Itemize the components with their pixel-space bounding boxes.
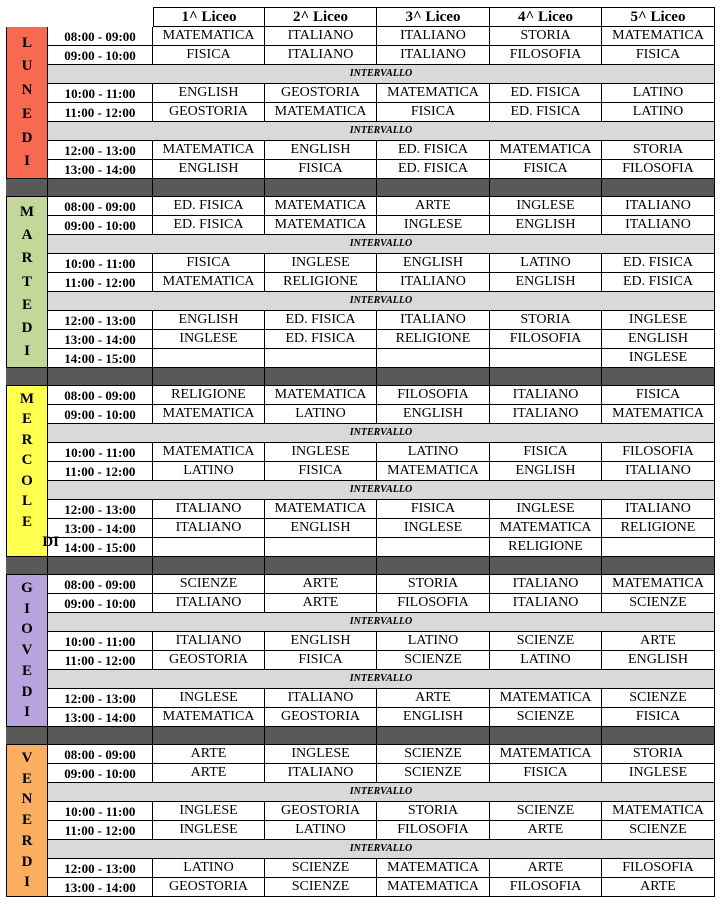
subject-cell: ITALIANO <box>265 689 377 708</box>
subject-cell <box>153 538 265 557</box>
day-separator <box>602 727 715 745</box>
time-slot: 12:00 - 13:00 <box>48 689 153 708</box>
day-letter: O <box>21 621 33 638</box>
day-letter: E <box>21 411 32 428</box>
subject-cell <box>377 349 490 368</box>
time-slot: 09:00 - 10:00 <box>48 216 153 235</box>
subject-cell: GEOSTORIA <box>265 84 377 103</box>
subject-cell: ARTE <box>153 745 265 764</box>
day-separator <box>377 557 490 575</box>
subject-cell: FILOSOFIA <box>377 386 490 405</box>
subject-cell: ARTE <box>377 197 490 216</box>
subject-cell <box>490 349 602 368</box>
day-separator <box>265 557 377 575</box>
day-letter: R <box>21 431 33 448</box>
subject-cell: ED. FISICA <box>602 254 715 273</box>
class-header: 1^ Liceo <box>153 7 265 27</box>
subject-cell: ITALIANO <box>265 46 377 65</box>
subject-cell: INGLESE <box>265 443 377 462</box>
subject-cell: ITALIANO <box>265 764 377 783</box>
subject-cell: ENGLISH <box>377 708 490 727</box>
subject-cell: FISICA <box>265 462 377 481</box>
day-separator <box>153 557 265 575</box>
subject-cell: ARTE <box>265 594 377 613</box>
subject-cell: ITALIANO <box>153 632 265 651</box>
time-slot: 13:00 - 14:00 <box>48 519 153 538</box>
subject-cell: LATINO <box>265 821 377 840</box>
subject-cell: ENGLISH <box>153 311 265 330</box>
subject-cell: LATINO <box>602 84 715 103</box>
time-slot: 09:00 - 10:00 <box>48 405 153 424</box>
time-slot: 10:00 - 11:00 <box>48 84 153 103</box>
time-slot: 08:00 - 09:00 <box>48 745 153 764</box>
subject-cell: LATINO <box>153 859 265 878</box>
subject-cell: MATEMATICA <box>153 273 265 292</box>
subject-cell: RELIGIONE <box>490 538 602 557</box>
subject-cell: ITALIANO <box>153 519 265 538</box>
subject-cell: FISICA <box>490 160 602 179</box>
day-letter: E <box>21 662 32 679</box>
subject-cell: MATEMATICA <box>602 575 715 594</box>
time-slot: 13:00 - 14:00 <box>48 878 153 897</box>
break-row: INTERVALLO <box>48 670 715 689</box>
time-slot: 08:00 - 09:00 <box>48 386 153 405</box>
subject-cell: ED. FISICA <box>377 160 490 179</box>
subject-cell: SCIENZE <box>490 802 602 821</box>
subject-cell: MATEMATICA <box>377 859 490 878</box>
subject-cell: INGLESE <box>490 197 602 216</box>
subject-cell: LATINO <box>153 462 265 481</box>
subject-cell: MATEMATICA <box>265 386 377 405</box>
subject-cell: INGLESE <box>602 349 715 368</box>
subject-cell: STORIA <box>602 141 715 160</box>
subject-cell: INGLESE <box>490 500 602 519</box>
subject-cell: RELIGIONE <box>153 386 265 405</box>
subject-cell: ENGLISH <box>602 651 715 670</box>
subject-cell: MATEMATICA <box>490 745 602 764</box>
subject-cell: ITALIANO <box>377 311 490 330</box>
subject-cell: MATEMATICA <box>153 708 265 727</box>
class-header: 3^ Liceo <box>377 7 490 27</box>
subject-cell: ITALIANO <box>490 405 602 424</box>
subject-cell: ED. FISICA <box>265 330 377 349</box>
subject-cell: FISICA <box>265 651 377 670</box>
day-letter: D <box>21 129 33 146</box>
subject-cell: ENGLISH <box>377 405 490 424</box>
day-separator <box>377 727 490 745</box>
subject-cell: ITALIANO <box>602 462 715 481</box>
day-letter: G <box>21 579 33 596</box>
day-label <box>6 745 48 897</box>
time-slot: 08:00 - 09:00 <box>48 27 153 46</box>
subject-cell: MATEMATICA <box>377 462 490 481</box>
subject-cell: GEOSTORIA <box>265 802 377 821</box>
subject-cell: SCIENZE <box>265 878 377 897</box>
subject-cell: STORIA <box>377 802 490 821</box>
day-separator <box>490 557 602 575</box>
day-separator <box>6 557 48 575</box>
time-slot: 13:00 - 14:00 <box>48 708 153 727</box>
time-slot: 14:00 - 15:00 <box>48 349 153 368</box>
day-letter: D <box>21 319 33 336</box>
day-letter: E <box>21 812 32 828</box>
day-separator <box>602 368 715 386</box>
time-slot: 10:00 - 11:00 <box>48 632 153 651</box>
subject-cell: SCIENZE <box>602 821 715 840</box>
subject-cell: ITALIANO <box>490 575 602 594</box>
subject-cell: ITALIANO <box>490 386 602 405</box>
subject-cell: FILOSOFIA <box>377 821 490 840</box>
subject-cell: ED. FISICA <box>153 216 265 235</box>
subject-cell: SCIENZE <box>602 689 715 708</box>
day-letter: C <box>21 452 33 469</box>
subject-cell: MATEMATICA <box>265 197 377 216</box>
subject-cell: FISICA <box>490 443 602 462</box>
subject-cell: ARTE <box>602 878 715 897</box>
subject-cell: ED. FISICA <box>153 197 265 216</box>
time-slot: 13:00 - 14:00 <box>48 330 153 349</box>
subject-cell: ENGLISH <box>153 84 265 103</box>
subject-cell: ITALIANO <box>602 216 715 235</box>
subject-cell: RELIGIONE <box>602 519 715 538</box>
time-slot: 12:00 - 13:00 <box>48 311 153 330</box>
day-separator <box>153 727 265 745</box>
day-letter: O <box>21 472 33 489</box>
subject-cell: ITALIANO <box>153 594 265 613</box>
subject-cell: ITALIANO <box>377 273 490 292</box>
break-row: INTERVALLO <box>48 840 715 859</box>
subject-cell: MATEMATICA <box>377 878 490 897</box>
subject-cell: ED. FISICA <box>490 103 602 122</box>
day-separator <box>153 179 265 197</box>
subject-cell: MATEMATICA <box>265 103 377 122</box>
subject-cell: ENGLISH <box>602 330 715 349</box>
subject-cell: FISICA <box>153 46 265 65</box>
subject-cell: ARTE <box>153 764 265 783</box>
subject-cell: SCIENZE <box>265 859 377 878</box>
subject-cell: INGLESE <box>602 764 715 783</box>
subject-cell: ITALIANO <box>602 197 715 216</box>
subject-cell: FISICA <box>602 46 715 65</box>
day-separator <box>48 179 153 197</box>
day-label <box>6 197 48 368</box>
day-letter: I <box>24 874 30 891</box>
day-letter: V <box>21 749 33 766</box>
day-letter: N <box>21 82 33 99</box>
subject-cell: RELIGIONE <box>377 330 490 349</box>
subject-cell: ED. FISICA <box>602 273 715 292</box>
subject-cell: FISICA <box>377 103 490 122</box>
day-separator <box>48 557 153 575</box>
subject-cell: FISICA <box>153 254 265 273</box>
subject-cell: ARTE <box>265 575 377 594</box>
subject-cell: ITALIANO <box>602 500 715 519</box>
subject-cell: ARTE <box>377 689 490 708</box>
day-letter: E <box>21 770 32 787</box>
subject-cell: MATEMATICA <box>153 141 265 160</box>
subject-cell: LATINO <box>377 443 490 462</box>
day-letter: D <box>21 853 33 870</box>
time-slot: 11:00 - 12:00 <box>48 462 153 481</box>
time-slot: 11:00 - 12:00 <box>48 651 153 670</box>
subject-cell: FISICA <box>490 764 602 783</box>
subject-cell: ED. FISICA <box>490 84 602 103</box>
day-letter: R <box>21 832 33 849</box>
subject-cell: GEOSTORIA <box>153 878 265 897</box>
subject-cell: ITALIANO <box>377 46 490 65</box>
subject-cell <box>265 538 377 557</box>
subject-cell: ENGLISH <box>153 160 265 179</box>
day-letter: M <box>19 204 35 221</box>
day-separator <box>48 727 153 745</box>
day-letter: D <box>21 683 33 700</box>
subject-cell <box>265 349 377 368</box>
subject-cell: MATEMATICA <box>153 27 265 46</box>
subject-cell: SCIENZE <box>377 651 490 670</box>
subject-cell: INGLESE <box>602 311 715 330</box>
subject-cell: FILOSOFIA <box>490 878 602 897</box>
subject-cell: FILOSOFIA <box>602 443 715 462</box>
subject-cell: SCIENZE <box>602 594 715 613</box>
subject-cell: FILOSOFIA <box>490 330 602 349</box>
break-row: INTERVALLO <box>48 122 715 141</box>
subject-cell: LATINO <box>265 405 377 424</box>
subject-cell: GEOSTORIA <box>153 651 265 670</box>
subject-cell <box>377 538 490 557</box>
day-letter: M <box>19 390 35 407</box>
day-letter: A <box>21 227 33 244</box>
time-slot: 11:00 - 12:00 <box>48 273 153 292</box>
subject-cell: ARTE <box>490 821 602 840</box>
time-slot: 10:00 - 11:00 <box>48 254 153 273</box>
subject-cell: LATINO <box>377 632 490 651</box>
subject-cell: ARTE <box>602 632 715 651</box>
subject-cell: MATEMATICA <box>490 519 602 538</box>
subject-cell: LATINO <box>602 103 715 122</box>
time-slot: 08:00 - 09:00 <box>48 197 153 216</box>
day-letter: N <box>21 791 33 808</box>
class-header: 2^ Liceo <box>265 7 377 27</box>
subject-cell: ARTE <box>490 859 602 878</box>
subject-cell: GEOSTORIA <box>153 103 265 122</box>
day-letter: DI <box>42 534 59 551</box>
day-separator <box>6 727 48 745</box>
subject-cell: INGLESE <box>153 330 265 349</box>
subject-cell: MATEMATICA <box>153 405 265 424</box>
subject-cell: ENGLISH <box>490 216 602 235</box>
subject-cell: INGLESE <box>377 216 490 235</box>
break-row: INTERVALLO <box>48 424 715 443</box>
day-letter: L <box>21 34 32 51</box>
break-row: INTERVALLO <box>48 235 715 254</box>
subject-cell: LATINO <box>490 651 602 670</box>
time-slot: 11:00 - 12:00 <box>48 103 153 122</box>
time-slot: 12:00 - 13:00 <box>48 141 153 160</box>
subject-cell: ITALIANO <box>153 500 265 519</box>
subject-cell: INGLESE <box>265 745 377 764</box>
day-letter: U <box>21 58 33 75</box>
day-letter: V <box>21 642 33 658</box>
day-letter: I <box>24 704 30 721</box>
day-separator <box>490 727 602 745</box>
subject-cell: GEOSTORIA <box>265 708 377 727</box>
break-row: INTERVALLO <box>48 65 715 84</box>
break-row: INTERVALLO <box>48 783 715 802</box>
day-label <box>6 386 59 557</box>
time-slot: 11:00 - 12:00 <box>48 821 153 840</box>
subject-cell: ENGLISH <box>265 632 377 651</box>
class-header: 4^ Liceo <box>490 7 602 27</box>
time-slot: 12:00 - 13:00 <box>48 500 153 519</box>
day-separator <box>490 368 602 386</box>
day-separator <box>48 368 153 386</box>
subject-cell: FISICA <box>377 500 490 519</box>
day-letter: R <box>21 250 33 267</box>
subject-cell: SCIENZE <box>377 764 490 783</box>
subject-cell: FILOSOFIA <box>602 160 715 179</box>
subject-cell: STORIA <box>490 27 602 46</box>
subject-cell: ENGLISH <box>490 273 602 292</box>
day-letter: E <box>21 105 32 122</box>
day-letter: L <box>21 493 32 510</box>
subject-cell: INGLESE <box>153 802 265 821</box>
subject-cell: MATEMATICA <box>602 27 715 46</box>
subject-cell <box>602 538 715 557</box>
subject-cell: FISICA <box>602 386 715 405</box>
day-separator <box>490 179 602 197</box>
day-separator <box>6 368 48 386</box>
subject-cell: FILOSOFIA <box>490 46 602 65</box>
time-slot: 12:00 - 13:00 <box>48 859 153 878</box>
day-separator <box>265 179 377 197</box>
day-letter: T <box>21 273 32 290</box>
day-label <box>6 575 48 727</box>
subject-cell: MATEMATICA <box>490 689 602 708</box>
day-separator <box>153 368 265 386</box>
subject-cell: LATINO <box>490 254 602 273</box>
subject-cell: ED. FISICA <box>377 141 490 160</box>
time-slot: 09:00 - 10:00 <box>48 594 153 613</box>
subject-cell: MATEMATICA <box>602 405 715 424</box>
subject-cell <box>153 349 265 368</box>
day-separator <box>602 557 715 575</box>
day-label <box>6 27 48 179</box>
subject-cell: FISICA <box>602 708 715 727</box>
subject-cell: ITALIANO <box>490 594 602 613</box>
day-separator <box>602 179 715 197</box>
day-letter: E <box>21 296 32 313</box>
day-separator <box>377 179 490 197</box>
subject-cell: ENGLISH <box>490 462 602 481</box>
break-row: INTERVALLO <box>48 292 715 311</box>
subject-cell: STORIA <box>490 311 602 330</box>
day-letter: E <box>21 513 32 530</box>
subject-cell: ENGLISH <box>265 519 377 538</box>
time-slot: 13:00 - 14:00 <box>48 160 153 179</box>
subject-cell: INGLESE <box>265 254 377 273</box>
subject-cell: MATEMATICA <box>602 802 715 821</box>
day-separator <box>6 179 48 197</box>
time-slot: 10:00 - 11:00 <box>48 443 153 462</box>
subject-cell: MATEMATICA <box>153 443 265 462</box>
day-letter: I <box>24 153 30 170</box>
subject-cell: STORIA <box>602 745 715 764</box>
day-letter: I <box>24 342 30 359</box>
subject-cell: MATEMATICA <box>265 216 377 235</box>
subject-cell: MATEMATICA <box>490 141 602 160</box>
time-slot: 10:00 - 11:00 <box>48 802 153 821</box>
subject-cell: SCIENZE <box>490 632 602 651</box>
subject-cell: FISICA <box>265 160 377 179</box>
subject-cell: RELIGIONE <box>265 273 377 292</box>
time-slot: 14:00 - 15:00 <box>48 538 153 557</box>
break-row: INTERVALLO <box>48 613 715 632</box>
day-separator <box>377 368 490 386</box>
subject-cell: INGLESE <box>153 821 265 840</box>
day-separator <box>265 727 377 745</box>
subject-cell: SCIENZE <box>153 575 265 594</box>
subject-cell: MATEMATICA <box>377 84 490 103</box>
subject-cell: ENGLISH <box>377 254 490 273</box>
subject-cell: STORIA <box>377 575 490 594</box>
time-slot: 09:00 - 10:00 <box>48 46 153 65</box>
day-letter: I <box>24 600 30 617</box>
class-header: 5^ Liceo <box>602 7 715 27</box>
subject-cell: ITALIANO <box>377 27 490 46</box>
subject-cell: INGLESE <box>153 689 265 708</box>
time-slot: 08:00 - 09:00 <box>48 575 153 594</box>
subject-cell: ITALIANO <box>265 27 377 46</box>
subject-cell: ENGLISH <box>265 141 377 160</box>
subject-cell: INGLESE <box>377 519 490 538</box>
subject-cell: SCIENZE <box>377 745 490 764</box>
subject-cell: FILOSOFIA <box>377 594 490 613</box>
break-row: INTERVALLO <box>48 481 715 500</box>
time-slot: 09:00 - 10:00 <box>48 764 153 783</box>
subject-cell: SCIENZE <box>490 708 602 727</box>
subject-cell: MATEMATICA <box>265 500 377 519</box>
day-separator <box>265 368 377 386</box>
subject-cell: ED. FISICA <box>265 311 377 330</box>
subject-cell: FILOSOFIA <box>602 859 715 878</box>
